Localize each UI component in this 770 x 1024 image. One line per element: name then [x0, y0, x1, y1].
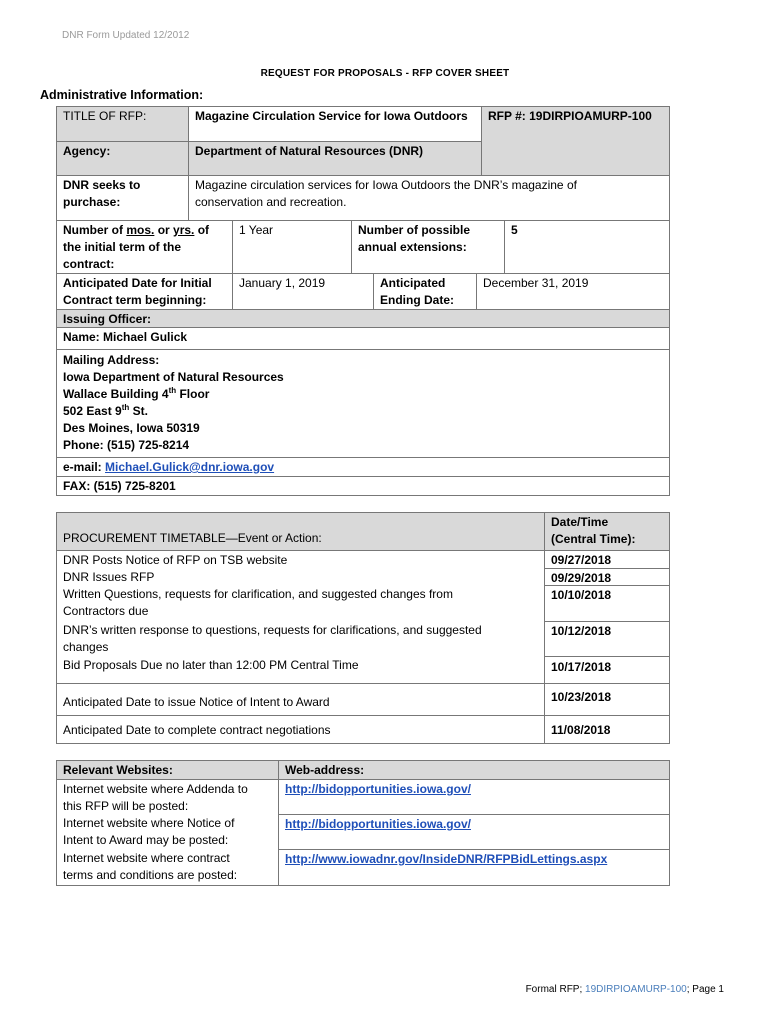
- admin-heading: Administrative Information:: [40, 88, 204, 102]
- title-label: TITLE OF RFP:: [63, 109, 147, 123]
- term-label-line2: the initial term of the: [63, 240, 182, 254]
- event-text: Bid Proposals Due no later than 12:00 PM Central Time: [63, 658, 359, 672]
- website-desc-line2: this RFP will be posted:: [63, 799, 189, 813]
- term-label-line3: contract:: [63, 257, 115, 271]
- term-label-yrs: yrs.: [173, 223, 195, 237]
- date-heading-line1: Date/Time: [551, 515, 609, 529]
- event-date: 10/10/2018: [551, 588, 612, 602]
- officer-name-cell: [56, 327, 670, 350]
- event-date: 10/12/2018: [551, 624, 612, 638]
- seeks-label-line2: purchase:: [63, 195, 121, 209]
- end-label-cell: [373, 273, 477, 310]
- mailing-address-line4: Des Moines, Iowa 50319: [63, 421, 200, 435]
- event-text: DNR Issues RFP: [63, 570, 155, 584]
- timetable-heading: PROCUREMENT TIMETABLE—Event or Action:: [63, 531, 322, 545]
- page-title: REQUEST FOR PROPOSALS - RFP COVER SHEET: [260, 68, 510, 79]
- start-value-cell: [232, 273, 374, 310]
- officer-name: Name: Michael Gulick: [63, 330, 188, 344]
- agency-label: Agency:: [63, 144, 111, 158]
- timetable-row-event: [56, 568, 545, 586]
- fax-cell: [56, 476, 670, 496]
- extensions-label-cell: [351, 220, 505, 274]
- timetable-row-event: [56, 550, 545, 569]
- website-row-desc: [56, 814, 279, 850]
- timetable-row-event: [56, 683, 545, 716]
- event-date: 11/08/2018: [551, 723, 611, 737]
- timetable-row-event: [56, 715, 545, 744]
- event-text-cont: changes: [63, 640, 109, 654]
- term-label-cell: [56, 220, 233, 274]
- mailing-address-street-sup: th: [121, 403, 130, 412]
- seeks-value-line2: conservation and recreation.: [195, 195, 347, 209]
- timetable-row-date: [544, 568, 670, 586]
- end-label-line1: Anticipated: [380, 276, 446, 290]
- form-update-note: DNR Form Updated 12/2012: [62, 30, 190, 41]
- event-date: 10/23/2018: [551, 690, 612, 704]
- timetable-date-header-cell: [544, 512, 670, 551]
- event-text-cont: Contractors due: [63, 604, 149, 618]
- agency-value: Department of Natural Resources (DNR): [195, 144, 424, 158]
- event-text: DNR Posts Notice of RFP on TSB website: [63, 553, 288, 567]
- website-link[interactable]: http://bidopportunities.iowa.gov/: [285, 782, 471, 796]
- website-desc-line1: Internet website where contract: [63, 851, 230, 865]
- rfp-number: RFP #: 19DIRPIOAMURP-100: [488, 109, 652, 123]
- mailing-address-line3: [63, 403, 663, 420]
- timetable-row-date: [544, 683, 670, 716]
- mailing-address-building-sup: th: [168, 386, 177, 395]
- phone-number: Phone: (515) 725-8214: [63, 438, 190, 452]
- mailing-address-street: 502 East 9: [63, 404, 122, 418]
- extensions-value-cell: [504, 220, 670, 274]
- event-text: Anticipated Date to complete contract negotiations: [63, 723, 331, 737]
- title-value: Magazine Circulation Service for Iowa Outdoors: [195, 109, 468, 123]
- seeks-value-cell: [188, 175, 670, 221]
- term-label-of: of: [194, 223, 210, 237]
- timetable-row-date: [544, 550, 670, 569]
- email-link[interactable]: Michael.Gulick@dnr.iowa.gov: [105, 460, 275, 474]
- website-row-url: [278, 849, 670, 886]
- footer-prefix: Formal RFP;: [525, 984, 586, 995]
- timetable-row-date: [544, 656, 670, 684]
- website-desc-line1: Internet website where Notice of: [63, 816, 235, 830]
- date-heading-line2: (Central Time):: [551, 532, 636, 546]
- footer-page: ; Page 1: [686, 984, 724, 995]
- extensions-label-line1: Number of possible: [358, 223, 471, 237]
- website-row-url: [278, 814, 670, 850]
- term-value: 1 Year: [239, 223, 274, 237]
- extensions-label-line2: annual extensions:: [358, 240, 467, 254]
- start-label-line2: Contract term beginning:: [63, 293, 207, 307]
- email-cell: [56, 457, 670, 477]
- rfp-number-cell: [481, 106, 670, 176]
- website-link[interactable]: http://www.iowadnr.gov/InsideDNR/RFPBidLettings.aspx: [285, 852, 608, 866]
- term-label-pre: Number of: [63, 223, 127, 237]
- mailing-address-line2: [63, 386, 663, 403]
- issuing-officer-cell: [56, 309, 670, 328]
- end-label-line2: Ending Date:: [380, 293, 454, 307]
- timetable-header-cell: [56, 512, 545, 551]
- end-value: December 31, 2019: [483, 276, 589, 290]
- timetable-row-date: [544, 715, 670, 744]
- website-desc-line2: terms and conditions are posted:: [63, 868, 238, 882]
- start-label-line1: Anticipated Date for Initial: [63, 276, 212, 290]
- website-row-desc: [56, 779, 279, 815]
- event-text: Written Questions, requests for clarification, and suggested changes from: [63, 587, 453, 601]
- web-address-heading: Web-address:: [285, 763, 365, 777]
- start-label-cell: [56, 273, 233, 310]
- website-desc-line1: Internet website where Addenda to: [63, 782, 248, 796]
- mailing-address-cell: [56, 349, 670, 458]
- mailing-address-label: Mailing Address:: [63, 353, 160, 367]
- website-desc-line2: Intent to Award may be posted:: [63, 833, 229, 847]
- event-date: 09/27/2018: [551, 553, 612, 567]
- term-label-line1: [63, 222, 226, 239]
- timetable-row-date: [544, 621, 670, 657]
- term-label-or: or: [154, 223, 174, 237]
- website-link[interactable]: http://bidopportunities.iowa.gov/: [285, 817, 471, 831]
- event-text: DNR’s written response to questions, requests for clarifications, and suggested: [63, 623, 482, 637]
- event-date: 09/29/2018: [551, 571, 612, 585]
- mailing-address-floor: Floor: [176, 387, 210, 401]
- issuing-officer-label: Issuing Officer:: [63, 312, 152, 326]
- timetable-row-event: [56, 621, 545, 657]
- email-label: e-mail:: [63, 460, 106, 474]
- event-date: 10/17/2018: [551, 660, 612, 674]
- web-address-header-cell: [278, 760, 670, 780]
- website-row-url: [278, 779, 670, 815]
- timetable-row-date: [544, 585, 670, 622]
- term-value-cell: [232, 220, 352, 274]
- seeks-label-line1: DNR seeks to: [63, 178, 141, 192]
- seeks-label-cell: [56, 175, 189, 221]
- websites-heading: Relevant Websites:: [63, 763, 173, 777]
- page-footer: [526, 984, 724, 995]
- websites-header-cell: [56, 760, 279, 780]
- timetable-row-event: [56, 656, 545, 684]
- agency-value-cell: [188, 141, 482, 176]
- title-label-cell: [56, 106, 189, 142]
- agency-label-cell: [56, 141, 189, 176]
- timetable-row-event: [56, 585, 545, 622]
- mailing-address-line1: Iowa Department of Natural Resources: [63, 370, 284, 384]
- seeks-value-line1: Magazine circulation services for Iowa Outdoors the DNR’s magazine of: [195, 178, 577, 192]
- end-value-cell: [476, 273, 670, 310]
- mailing-address-street-end: St.: [129, 404, 148, 418]
- event-text: Anticipated Date to issue Notice of Intent to Award: [63, 695, 330, 709]
- extensions-value: 5: [511, 223, 518, 237]
- website-row-desc: [56, 849, 279, 886]
- title-value-cell: [188, 106, 482, 142]
- term-label-mos: mos.: [126, 223, 155, 237]
- fax-number: FAX: (515) 725-8201: [63, 479, 176, 493]
- start-value: January 1, 2019: [239, 276, 326, 290]
- mailing-address-building: Wallace Building 4: [63, 387, 169, 401]
- footer-rfp-code: 19DIRPIOAMURP-100: [585, 984, 687, 995]
